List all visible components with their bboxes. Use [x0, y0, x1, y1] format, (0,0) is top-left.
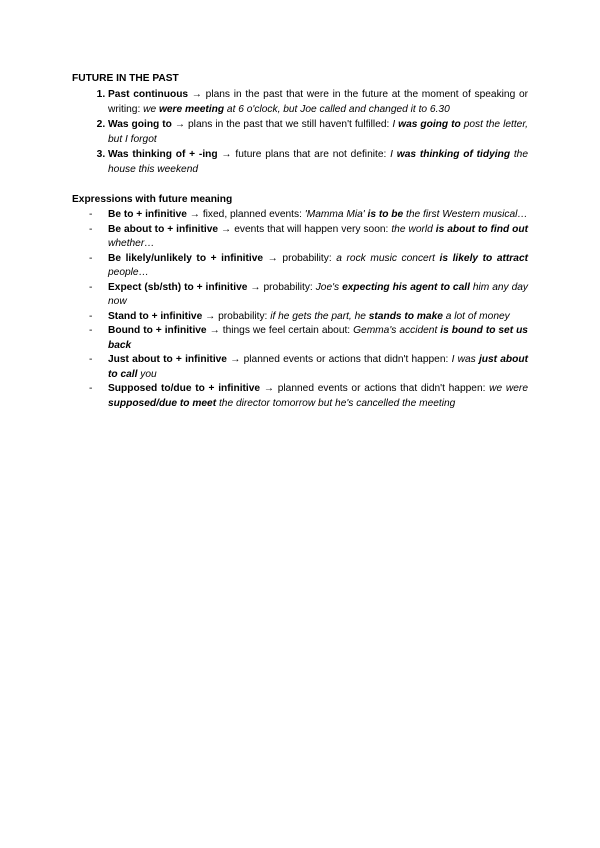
definition-text: → things we feel certain about:: [206, 325, 354, 336]
expression-item: [72, 382, 528, 411]
term-label: Be to + infinitive: [108, 209, 187, 220]
example-text: the house this weekend: [108, 149, 529, 175]
expression-item: [72, 252, 528, 281]
expression-item: [72, 310, 528, 325]
term-label: Was thinking of + -ing: [108, 149, 218, 160]
term-label: Bound to + infinitive: [108, 325, 207, 336]
example-text: a lot of money: [442, 310, 510, 322]
example-highlight: were meeting: [158, 104, 225, 115]
example-text: we were: [489, 383, 528, 394]
example-text: if he gets the part, he: [270, 310, 369, 322]
example-text: whether…: [108, 238, 155, 249]
dash-bullet: -: [89, 281, 93, 293]
expression-item: [72, 353, 528, 382]
example-highlight: supposed/due to meet: [108, 397, 217, 409]
term-label: Was going to: [108, 119, 172, 130]
definition-text: → fixed, planned events:: [186, 209, 305, 220]
example-text: post the letter, but I forgot: [108, 119, 528, 145]
example-text: a rock music concert: [336, 252, 440, 264]
term-label: Supposed to/due to + infinitive: [108, 383, 261, 394]
definition-text: → plans in the past that were in the future at the moment of speaking or writing:: [108, 89, 528, 115]
term-label: Be about to + infinitive: [108, 223, 219, 235]
dash-bullet: -: [89, 325, 93, 336]
example-text: I: [390, 149, 397, 160]
example-text: Gemma's accident: [353, 325, 441, 336]
document-body: [72, 71, 528, 411]
dash-bullet: -: [89, 310, 93, 322]
example-highlight: is to be: [367, 209, 404, 220]
example-highlight: stands to make: [368, 310, 443, 322]
expression-item: [72, 223, 528, 252]
dash-bullet: -: [89, 223, 93, 235]
definition-text: → probability:: [263, 252, 337, 264]
expression-item: [72, 208, 528, 223]
section-heading: Expressions with future meaning: [72, 194, 233, 205]
example-highlight: is likely to attract: [439, 252, 528, 264]
term-label: Expect (sb/sth) to + infinitive: [108, 281, 248, 293]
dash-bullet: -: [89, 354, 93, 365]
example-text: we: [143, 104, 159, 115]
example-text: Joe's: [315, 281, 343, 293]
definition-text: → future plans that are not definite:: [217, 149, 391, 160]
example-text: the first Western musical…: [403, 209, 528, 220]
numbered-item: [108, 147, 528, 177]
definition-text: → planned events or actions that didn't happen:: [226, 354, 452, 365]
term-label: Stand to + infinitive: [108, 310, 203, 322]
expression-item: [72, 281, 528, 310]
page-title: FUTURE IN THE PAST: [72, 73, 179, 84]
example-highlight: was going to: [398, 119, 461, 130]
expression-list: [72, 208, 528, 411]
definition-text: → probability:: [247, 281, 316, 293]
example-highlight: is about to find out: [435, 223, 528, 235]
definition-text: → probability:: [202, 310, 271, 322]
example-text: the director tomorrow but he's cancelled the meeting: [216, 397, 456, 409]
definition-text: → plans in the past that we still haven't fulfilled:: [171, 119, 393, 130]
definition-text: → planned events or actions that didn't happen:: [260, 383, 490, 394]
numbered-list: [72, 87, 528, 177]
term-label: Past continuous: [108, 89, 189, 100]
example-text: you: [137, 368, 157, 380]
example-text: him any day now: [108, 281, 528, 307]
example-text: at 6 o'clock, but Joe called and changed it to 6.30: [224, 104, 450, 115]
dash-bullet: -: [89, 252, 93, 264]
dash-bullet: -: [89, 209, 93, 220]
example-highlight: is bound to set us back: [108, 325, 528, 351]
example-highlight: just about to call: [108, 354, 528, 380]
expression-item: [72, 324, 528, 353]
example-text: I: [392, 119, 399, 130]
example-highlight: was thinking of tidying: [396, 149, 511, 160]
term-label: Just about to + infinitive: [108, 354, 227, 365]
definition-text: → events that will happen very soon:: [218, 223, 392, 235]
example-text: people…: [108, 267, 149, 278]
example-text: the world: [391, 223, 436, 235]
term-label: Be likely/unlikely to + infinitive: [108, 252, 264, 264]
example-text: 'Mamma Mia': [304, 209, 368, 220]
example-text: I was: [451, 354, 479, 365]
example-highlight: expecting his agent to call: [342, 281, 470, 293]
numbered-item: [108, 87, 528, 117]
dash-bullet: -: [89, 383, 93, 394]
numbered-item: [108, 117, 528, 147]
